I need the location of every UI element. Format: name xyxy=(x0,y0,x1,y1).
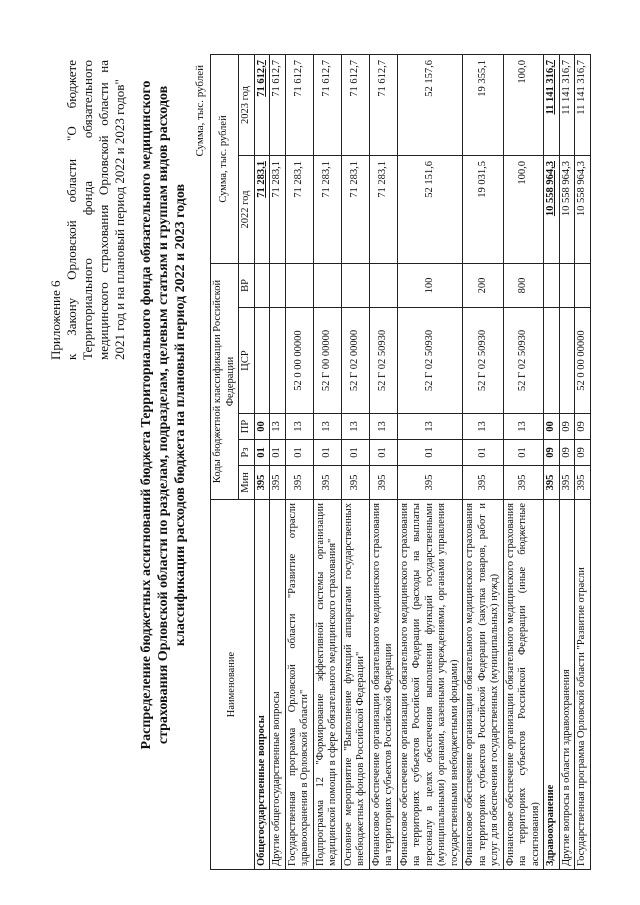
row-rz-cell: 01 xyxy=(270,440,286,466)
row-min-cell: 395 xyxy=(341,466,369,500)
row-vr-cell xyxy=(285,264,313,308)
row-name-cell: Здравоохранение xyxy=(544,500,560,870)
row-name-cell: Государственная программа Орловской области "Развитие отрасли здравоохранения в Орловской области" xyxy=(285,500,313,870)
row-min-cell: 395 xyxy=(285,466,313,500)
row-2022-cell: 10 558 964,3 xyxy=(544,156,560,264)
row-name-cell: Подпрограмма 12 "Формирование эффективной системы организации медицинской помощи в сфере обязательного медицинского страхования" xyxy=(313,500,341,870)
row-pr-cell: 13 xyxy=(397,414,463,440)
table-row xyxy=(559,54,575,869)
row-2023-cell: 19 355,1 xyxy=(463,54,504,155)
row-csr-cell: 52 Г 00 00000 xyxy=(313,308,341,414)
header-csr: ЦСР xyxy=(239,308,255,414)
row-min-cell: 395 xyxy=(575,466,591,500)
table-row xyxy=(285,54,313,869)
row-csr-cell xyxy=(544,308,560,414)
row-csr-cell xyxy=(270,308,286,414)
header-2022: 2022 год xyxy=(239,156,255,264)
row-csr-cell: 52 Г 02 50930 xyxy=(369,308,397,414)
table-row xyxy=(313,54,341,869)
row-vr-cell xyxy=(575,264,591,308)
row-vr-cell xyxy=(313,264,341,308)
row-pr-cell: 13 xyxy=(369,414,397,440)
row-rz-cell: 09 xyxy=(575,440,591,466)
row-rz-cell: 01 xyxy=(254,440,270,466)
row-vr-cell: 100 xyxy=(397,264,463,308)
row-name-cell: Финансовое обеспечение организации обязательного медицинского страхования на территориях субъектов Российской Федерации xyxy=(369,500,397,870)
row-vr-cell xyxy=(270,264,286,308)
table-row xyxy=(270,54,286,869)
table-row xyxy=(463,54,504,869)
header-rz: Рз xyxy=(239,440,255,466)
header-min: Мин xyxy=(239,466,255,500)
row-vr-cell xyxy=(544,264,560,308)
row-min-cell: 395 xyxy=(503,466,544,500)
row-min-cell: 395 xyxy=(270,466,286,500)
row-2023-cell: 100,0 xyxy=(503,54,544,155)
row-2022-cell: 71 283,1 xyxy=(270,156,286,264)
row-min-cell: 395 xyxy=(369,466,397,500)
row-name-cell: Финансовое обеспечение организации обязательного медицинского страхования на территориях субъектов Российской Федерации (иные бюджетные ассигнования) xyxy=(503,500,544,870)
row-2023-cell: 71 612,7 xyxy=(270,54,286,155)
row-min-cell: 395 xyxy=(559,466,575,500)
header-codes: Коды бюджетной классификации Российской Федерации xyxy=(211,264,239,500)
document-title: Распределение бюджетных ассигнований бюджета Территориального фонда обязательного медицинского страхования Орловской области по разделам, подразделам, целевым статьям и группам видов расходов классификации расходов бюджета на плановый период 2022 и 2023 годов xyxy=(139,80,188,750)
appendix-block xyxy=(48,60,128,360)
row-pr-cell: 00 xyxy=(254,414,270,440)
row-pr-cell: 13 xyxy=(503,414,544,440)
row-2023-cell: 11 141 316,7 xyxy=(575,54,591,155)
row-vr-cell xyxy=(559,264,575,308)
row-csr-cell xyxy=(559,308,575,414)
row-pr-cell: 09 xyxy=(559,414,575,440)
appendix-title: Приложение 6 xyxy=(48,280,63,360)
row-min-cell: 395 xyxy=(313,466,341,500)
row-vr-cell: 800 xyxy=(503,264,544,308)
row-min-cell: 395 xyxy=(463,466,504,500)
row-2022-cell: 10 558 964,3 xyxy=(559,156,575,264)
row-rz-cell: 01 xyxy=(313,440,341,466)
header-vr: ВР xyxy=(239,264,255,308)
row-rz-cell: 01 xyxy=(369,440,397,466)
row-min-cell: 395 xyxy=(254,466,270,500)
row-2022-cell: 71 283,1 xyxy=(254,156,270,264)
row-2023-cell: 71 612,7 xyxy=(313,54,341,155)
row-2023-cell: 11 141 316,7 xyxy=(544,54,560,155)
row-2022-cell: 10 558 964,3 xyxy=(575,156,591,264)
header-2023: 2023 год xyxy=(239,54,255,155)
row-name-cell: Финансовое обеспечение организации обязательного медицинского страхования на территориях субъектов Российской Федерации (закупка товаров, работ и услуг для обеспечения государственных (муниципальных) нужд) xyxy=(463,500,504,870)
row-pr-cell: 00 xyxy=(544,414,560,440)
row-name-cell: Другие вопросы в области здравоохранения xyxy=(559,500,575,870)
row-min-cell: 395 xyxy=(397,466,463,500)
row-min-cell: 395 xyxy=(544,466,560,500)
row-pr-cell: 13 xyxy=(285,414,313,440)
budget-table xyxy=(210,54,591,870)
row-2023-cell: 71 612,7 xyxy=(285,54,313,155)
row-name-cell: Общегосударственные вопросы xyxy=(254,500,270,870)
row-csr-cell: 52 Г 02 50930 xyxy=(503,308,544,414)
table-row xyxy=(575,54,591,869)
header-pr: ПР xyxy=(239,414,255,440)
header-unit: Сумма, тыс. рублей xyxy=(211,54,239,263)
row-csr-cell: 52 Г 02 00000 xyxy=(341,308,369,414)
table-body xyxy=(254,54,590,869)
row-rz-cell: 01 xyxy=(503,440,544,466)
row-pr-cell: 13 xyxy=(270,414,286,440)
table-row xyxy=(544,54,560,869)
row-csr-cell: 52 0 00 00000 xyxy=(285,308,313,414)
row-2022-cell: 71 283,1 xyxy=(341,156,369,264)
row-rz-cell: 09 xyxy=(544,440,560,466)
row-2023-cell: 71 612,7 xyxy=(369,54,397,155)
row-2022-cell: 100,0 xyxy=(503,156,544,264)
row-pr-cell: 13 xyxy=(313,414,341,440)
row-pr-cell: 09 xyxy=(575,414,591,440)
row-csr-cell: 52 0 00 00000 xyxy=(575,308,591,414)
table-row xyxy=(369,54,397,869)
table-row xyxy=(341,54,369,869)
row-2023-cell: 71 612,7 xyxy=(254,54,270,155)
row-name-cell: Основное мероприятие "Выполнение функций аппаратами государственных внебюджетных фондов Российской Федерации" xyxy=(341,500,369,870)
row-2022-cell: 71 283,1 xyxy=(285,156,313,264)
row-name-cell: Другие общегосударственные вопросы xyxy=(270,500,286,870)
row-rz-cell: 09 xyxy=(559,440,575,466)
row-vr-cell: 200 xyxy=(463,264,504,308)
row-2022-cell: 19 031,5 xyxy=(463,156,504,264)
row-vr-cell xyxy=(341,264,369,308)
row-name-cell: Финансовое обеспечение организации обязательного медицинского страхования на территориях субъектов Российской Федерации (расходы на выплаты персоналу в целях обеспечения выполнения функций государственными (муниципальными) органами, казенными учреждениями, органами управления государственными внебюджетными фондами) xyxy=(397,500,463,870)
row-csr-cell: 52 Г 02 50930 xyxy=(397,308,463,414)
row-2022-cell: 71 283,1 xyxy=(369,156,397,264)
row-csr-cell: 52 Г 02 50930 xyxy=(463,308,504,414)
table-row xyxy=(254,54,270,869)
row-rz-cell: 01 xyxy=(397,440,463,466)
row-csr-cell xyxy=(254,308,270,414)
unit-label: Сумма, тыс. рублей xyxy=(194,65,206,157)
table-row xyxy=(397,54,463,869)
row-rz-cell: 01 xyxy=(285,440,313,466)
row-2022-cell: 71 283,1 xyxy=(313,156,341,264)
appendix-text: к Закону Орловской области "О бюджете Территориального фонда обязательного медицинского страхования Орловской области на 2021 год и на плановый период 2022 и 2023 годов" xyxy=(64,60,127,360)
row-name-cell: Государственная программа Орловской области "Развитие отрасли xyxy=(575,500,591,870)
table-row xyxy=(503,54,544,869)
row-rz-cell: 01 xyxy=(341,440,369,466)
row-pr-cell: 13 xyxy=(463,414,504,440)
row-2023-cell: 52 157,6 xyxy=(397,54,463,155)
row-rz-cell: 01 xyxy=(463,440,504,466)
row-vr-cell xyxy=(254,264,270,308)
row-2022-cell: 52 151,6 xyxy=(397,156,463,264)
row-pr-cell: 13 xyxy=(341,414,369,440)
row-vr-cell xyxy=(369,264,397,308)
header-name: Наименование xyxy=(211,500,255,870)
row-2023-cell: 11 141 316,7 xyxy=(559,54,575,155)
row-2023-cell: 71 612,7 xyxy=(341,54,369,155)
